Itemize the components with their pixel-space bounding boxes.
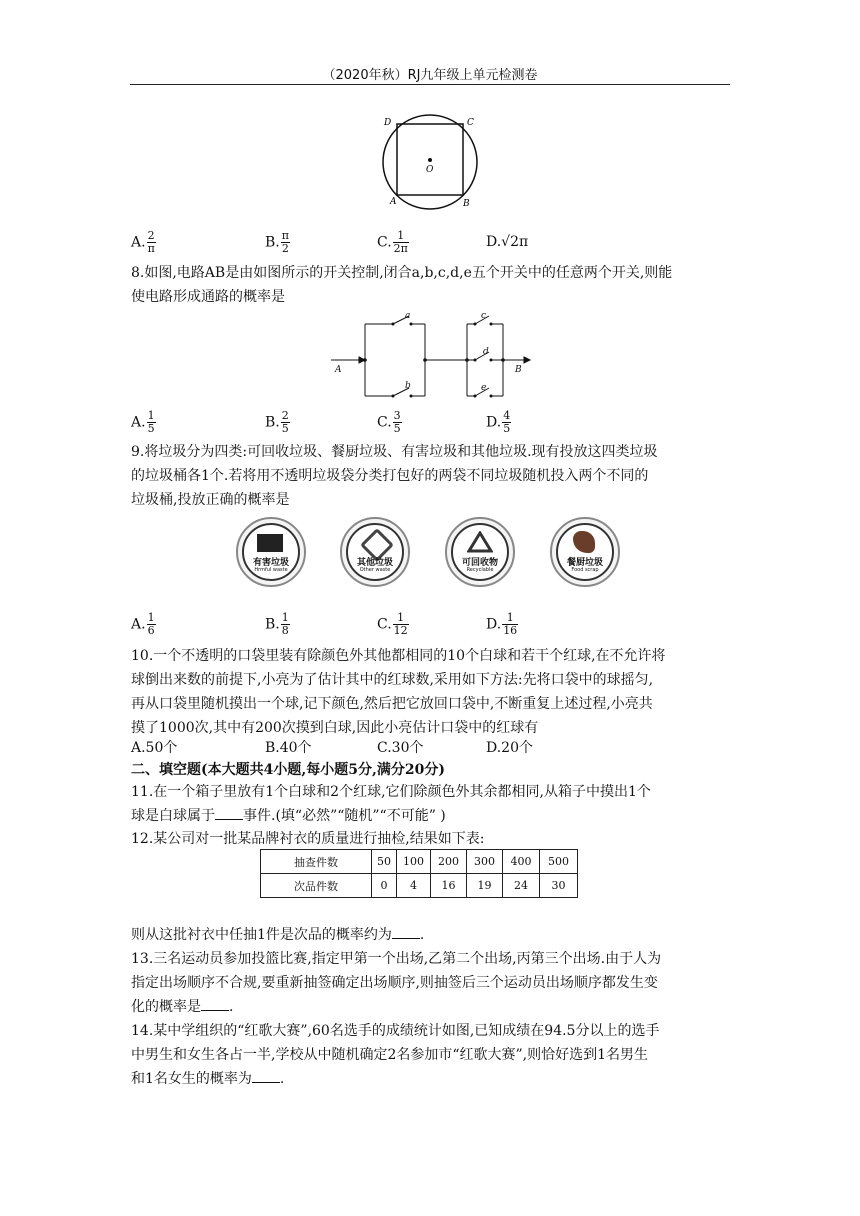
label-O: O [426,165,434,175]
q13-answer-blank[interactable] [201,997,229,1011]
table-cell: 0 [372,874,397,898]
q10-option-c: C.30个 [377,740,424,756]
q13-line-1: 13.三名运动员参加投篮比赛,指定甲第一个出场,乙第二个出场,丙第三个出场.由于人为 [131,951,662,967]
switch-label-d: d [483,347,489,357]
q7-option-c: C. $\frac{1}{2\pi}$ [377,229,408,255]
switch-label-c: c [481,311,487,321]
q14-answer-blank[interactable] [252,1069,280,1083]
table-row [261,850,578,874]
table-cell: 300 [467,850,503,874]
circle-square-figure [370,112,490,212]
recycle-icon [467,531,493,553]
q14-line-2: 中男生和女生各占一半,学校从中随机确定2名参加市“红歌大赛”,则恰好选到1名男生 [131,1047,649,1063]
q12-line-1: 12.某公司对一批某品牌衬衣的质量进行抽检,结果如下表: [131,831,485,847]
q14-line-1: 14.某中学组织的“红歌大赛”,60名选手的成绩统计如图,已知成绩在94.5分以上的选手 [131,1023,660,1039]
q10-line-1: 10.一个不透明的口袋里装有除颜色外其他都相同的10个白球和若干个红球,在不允许将 [131,648,666,664]
table-row [261,874,578,898]
table-cell: 400 [503,850,540,874]
q9-option-a: A. $\frac{1}{6}$ [131,611,155,637]
hazard-icon [257,534,283,552]
q12-answer-blank[interactable] [392,925,420,939]
bin-food: 餐厨垃圾 Food scrap [550,517,620,587]
q10-line-3: 再从口袋里随机摸出一个球,记下颜色,然后把它放回口袋中,不断重复上述过程,小亮共 [131,696,653,712]
q10-line-4: 摸了1000次,其中有200次摸到白球,因此小亮估计口袋中的红球有 [131,720,539,736]
q14-line-3: 和1名女生的概率为 . [131,1071,285,1087]
label-D: D [384,118,392,128]
q8-option-a: A. $\frac{1}{5}$ [131,409,155,435]
q11-line-2: 球是白球属于 事件.(填“必然”“随机”“不可能” ) [131,808,446,824]
circuit-label-A: A [335,365,342,375]
q11-line-1: 11.在一个箱子里放有1个白球和2个红球,它们除颜色外其余都相同,从箱子中摸出1个 [131,784,651,800]
food-scrap-icon [573,531,595,553]
header-rule [130,84,730,85]
table-cell: 100 [397,850,431,874]
label-B: B [463,199,470,209]
switch-label-a: a [405,311,411,321]
table-cell: 19 [467,874,503,898]
section-2-title: 二、填空题(本大题共4小题,每小题5分,满分20分) [131,762,445,778]
q8-option-c: C. $\frac{3}{5}$ [377,409,401,435]
table-cell: 50 [372,850,397,874]
center-point [428,158,432,162]
q10-option-a: A.50个 [131,740,178,756]
q13-line-2: 指定出场顺序不合规,要重新抽签确定出场顺序,则抽签后三个运动员出场顺序都发生变 [131,975,658,991]
switch-label-e: e [481,383,487,393]
switch-label-b: b [405,381,411,391]
q9-line-1: 9.将垃圾分为四类:可回收垃圾、餐厨垃圾、有害垃圾和其他垃圾.现有投放这四类垃圾 [131,444,658,460]
bin-other: 其他垃圾 Other waste [340,517,410,587]
q9-line-2: 的垃圾桶各1个.若将用不透明垃圾袋分类打包好的两袋不同垃圾随机投入两个不同的 [131,468,649,484]
circuit-diagram [325,308,540,408]
bin-recyclable: 可回收物 Recyclable [445,517,515,587]
label-C: C [467,118,474,128]
q12-table [260,849,578,898]
q9-line-3: 垃圾桶,投放正确的概率是 [131,492,290,508]
q12-line-2: 则从这批衬衣中任抽1件是次品的概率约为 . [131,927,425,943]
q10-option-b: B.40个 [265,740,312,756]
table-cell: 24 [503,874,540,898]
q11-answer-blank[interactable] [215,806,243,820]
table-cell: 200 [431,850,467,874]
q9-option-d: D. $\frac{1}{16}$ [486,611,518,637]
table-cell: 抽查件数 [261,850,372,874]
q9-option-b: B. $\frac{1}{8}$ [265,611,289,637]
q7-option-b: B. $\frac{\pi}{2}$ [265,229,289,255]
q10-line-2: 球倒出来数的前提下,小亮为了估计其中的红球数,采用如下方法:先将口袋中的球摇匀, [131,672,654,688]
bin-hazardous: 有害垃圾 Hrmful waste [236,517,306,587]
q7-option-a: A. $\frac{2}{\pi}$ [131,229,155,255]
q9-option-c: C. $\frac{1}{12}$ [377,611,408,637]
table-cell: 30 [540,874,578,898]
table-cell: 16 [431,874,467,898]
q8-line-2: 使电路形成通路的概率是 [131,289,285,305]
table-cell: 4 [397,874,431,898]
circuit-label-B: B [515,365,522,375]
q8-line-1: 8.如图,电路AB是由如图所示的开关控制,闭合a,b,c,d,e五个开关中的任意两个开关,则能 [131,265,673,281]
q7-option-d: D.√2π [486,234,529,250]
q8-option-b: B. $\frac{2}{5}$ [265,409,289,435]
table-cell: 500 [540,850,578,874]
label-A: A [390,197,397,207]
page-header: （2020年秋）RJ九年级上单元检测卷 [322,68,538,83]
q8-option-d: D. $\frac{4}{5}$ [486,409,511,435]
q10-option-d: D.20个 [486,740,533,756]
q13-line-3: 化的概率是 . [131,999,234,1015]
table-cell: 次品件数 [261,874,372,898]
